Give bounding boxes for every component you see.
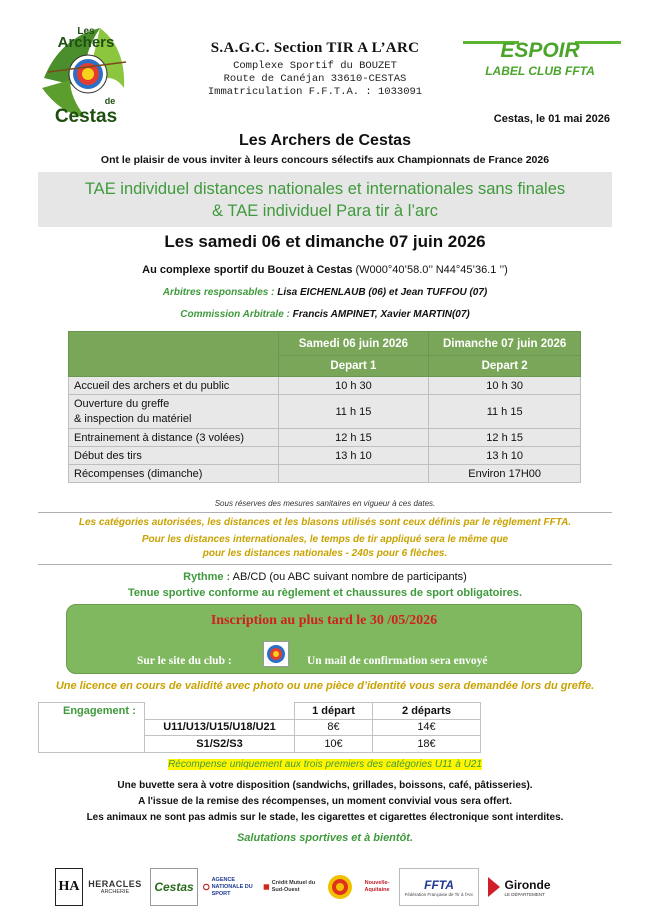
- venue-line: [0, 264, 650, 276]
- fees-row: [39, 719, 481, 736]
- schedule-row-day2: 10 h 30: [429, 377, 581, 395]
- organisation-name: S.A.G.C. Section TIR A L’ARC: [210, 40, 420, 56]
- cestas-logo-text: Cestas: [154, 880, 194, 894]
- referees-label: Arbitres responsables :: [162, 287, 275, 298]
- schedule-row: [69, 377, 581, 395]
- ha-logo: [55, 868, 83, 906]
- fees-one-depart: 10€: [295, 736, 373, 753]
- sanitary-note: Sous réserves des mesures sanitaires en vigueur à ces dates.: [214, 499, 436, 508]
- archers-de-cestas-logo: [40, 18, 132, 130]
- club-site-label: Sur le site du club :: [137, 655, 232, 667]
- banner-line-1: TAE individuel distances nationales et internationales sans finales: [84, 180, 566, 198]
- categories-line-3: pour les distances nationales - 240s pour 6 flèches.: [202, 548, 448, 559]
- reward-note: [0, 759, 650, 770]
- gironde-logo: [483, 868, 555, 906]
- schedule-depart1: Depart 1: [278, 356, 429, 377]
- fees-header-row: [39, 703, 481, 720]
- espoir-text: ESPOIR: [500, 39, 580, 62]
- credit-mutuel-logo: [263, 868, 321, 906]
- nouvelle-aquitaine-logo: [359, 868, 395, 906]
- fees-two-departs: 14€: [373, 719, 481, 736]
- target-icon: [327, 874, 353, 900]
- schedule-row: [69, 447, 581, 465]
- rythme-label: Rythme :: [183, 571, 231, 583]
- schedule-row: [69, 465, 581, 483]
- schedule-row-label-line2: & inspection du matériel: [74, 412, 192, 425]
- schedule-row-label-line1: Ouverture du greffe: [74, 397, 170, 410]
- label-club-ffta-text: LABEL CLUB FFTA: [485, 64, 595, 78]
- licence-requirement: Une licence en cours de validité avec photo ou une pièce d’identité vous sera demandée lors du greffe.: [55, 680, 595, 692]
- buvette-block: [0, 778, 650, 826]
- credit-mutuel-text: Crédit Mutuel du Sud-Ouest: [271, 880, 316, 893]
- fees-label: Engagement :: [39, 703, 145, 720]
- inscription-deadline: Inscription au plus tard le 30 /05/2026: [210, 613, 438, 628]
- schedule-depart2: Depart 2: [429, 356, 581, 377]
- nouvelle-aquitaine-text: Nouvelle-Aquitaine: [364, 880, 390, 893]
- organisation-address-1: Complexe Sportif du BOUZET: [233, 60, 397, 72]
- gironde-text: Gironde: [504, 877, 551, 892]
- schedule-row-day2: 12 h 15: [429, 429, 581, 447]
- logo-text-archers: Archers: [57, 34, 115, 51]
- commission-names: Francis AMPINET, Xavier MARTIN(07): [292, 309, 470, 320]
- referees-names: Lisa EICHENLAUB (06) et Jean TUFFOU (07): [277, 287, 488, 298]
- organisation-address-2: Route de Canéjan 33610-CESTAS: [223, 73, 407, 85]
- fees-two-departs: 18€: [373, 736, 481, 753]
- referees-line: [0, 287, 650, 298]
- fees-category: U11/U13/U15/U18/U21: [145, 719, 295, 736]
- schedule-row-day1: 11 h 15: [278, 395, 429, 429]
- logo-text-cestas: Cestas: [54, 106, 118, 127]
- schedule-row-label: Récompenses (dimanche): [69, 465, 279, 483]
- venue-gps: (W000°40’58.0’’ N44°45’36.1 ’’): [355, 264, 508, 276]
- heracles-logo-sub: ARCHERIE: [100, 889, 130, 895]
- schedule-row: [69, 395, 581, 429]
- cestas-logo: [150, 868, 198, 906]
- logo-text-les: Les: [77, 26, 95, 37]
- invitation-text: Ont le plaisir de vous inviter à leurs concours sélectifs aux Championnats de France 2026: [100, 154, 550, 166]
- ans-logo-text: AGENCE NATIONALE DU SPORT: [211, 876, 253, 897]
- inscription-box: [66, 604, 582, 674]
- event-dates: Les samedi 06 et dimanche 07 juin 2026: [164, 232, 486, 251]
- buvette-line-2: A l'issue de la remise des récompenses, un moment convivial vous sera offert.: [138, 796, 512, 807]
- heracles-logo-text: HERACLES: [88, 879, 142, 889]
- credit-mutuel-icon: [263, 882, 270, 892]
- schedule-row-day1: 13 h 10: [278, 447, 429, 465]
- ha-logo-text: HA: [58, 879, 80, 894]
- categories-box: [38, 512, 612, 565]
- schedule-row-label: [69, 395, 279, 429]
- schedule-row-day1: 10 h 30: [278, 377, 429, 395]
- reward-note-text: Récompense uniquement aux trois premiers des catégories U11 à U21: [168, 759, 482, 770]
- schedule-row-day1: 12 h 15: [278, 429, 429, 447]
- fees-table: [38, 702, 481, 753]
- schedule-day2: Dimanche 07 juin 2026: [429, 332, 581, 356]
- commission-label: Commission Arbitrale :: [180, 309, 290, 320]
- schedule-row: [69, 429, 581, 447]
- club-site-link-icon[interactable]: [263, 641, 289, 667]
- fees-header-two: 2 départs: [373, 703, 481, 720]
- banner-line-2: & TAE individuel Para tir à l’arc: [212, 202, 438, 220]
- schedule-row-label: Début des tirs: [69, 447, 279, 465]
- ffta-logo: [399, 868, 479, 906]
- confirmation-mail-text: Un mail de confirmation sera envoyé: [307, 655, 488, 667]
- organisation-block: [150, 40, 480, 99]
- categories-line-2: Pour les distances internationales, le temps de tir appliqué sera le même que: [141, 534, 509, 545]
- fees-one-depart: 8€: [295, 719, 373, 736]
- schedule-day1: Samedi 06 juin 2026: [278, 332, 429, 356]
- dress-code: Tenue sportive conforme au règlement et chaussures de sport obligatoires.: [127, 587, 523, 599]
- buvette-line-1: Une buvette sera à votre disposition (sandwichs, grillades, boissons, café, pâtisseries).: [117, 780, 533, 791]
- ans-icon: [203, 881, 210, 893]
- gironde-sub-text: LE DÉPARTEMENT: [504, 891, 545, 897]
- gironde-icon: [487, 876, 501, 898]
- schedule-header-row: [69, 332, 581, 356]
- sponsors-strip: [55, 868, 555, 906]
- logo-text-de: de: [104, 96, 116, 106]
- competition-banner: [38, 172, 612, 227]
- agence-sport-logo: [203, 868, 259, 906]
- ffta-text: FFTA: [424, 877, 454, 892]
- rythme-line: [0, 571, 650, 583]
- schedule-row-day2: 11 h 15: [429, 395, 581, 429]
- fees-category: S1/S2/S3: [145, 736, 295, 753]
- schedule-row-day1: [278, 465, 429, 483]
- fees-header-blank: [145, 703, 295, 720]
- fees-blank-cell: [39, 719, 145, 752]
- rythme-text: AB/CD (ou ABC suivant nombre de participants): [232, 571, 467, 583]
- espoir-label-logo: [455, 37, 625, 81]
- schedule-row-day2: 13 h 10: [429, 447, 581, 465]
- page-title: Les Archers de Cestas: [239, 132, 411, 149]
- schedule-row-label: Entrainement à distance (3 volées): [69, 429, 279, 447]
- target-sponsor-logo: [325, 868, 355, 906]
- schedule-row-day2: Environ 17H00: [429, 465, 581, 483]
- categories-line-1: Les catégories autorisées, les distances et les blasons utilisés sont ceux définis par le règlement FFTA.: [78, 517, 572, 528]
- schedule-row-label: Accueil des archers et du public: [69, 377, 279, 395]
- fees-header-one: 1 départ: [295, 703, 373, 720]
- organisation-registration: Immatriculation F.F.T.A. : 1033091: [207, 86, 423, 98]
- ffta-sub-text: Fédération Française de Tir à l'Arc: [404, 891, 474, 897]
- schedule-table: [68, 331, 581, 483]
- commission-line: [0, 309, 650, 320]
- heracles-logo: [87, 868, 143, 906]
- letter-date: Cestas, le 01 mai 2026: [493, 113, 610, 125]
- venue-text: Au complexe sportif du Bouzet à Cestas: [142, 264, 353, 276]
- buvette-line-3: Les animaux ne sont pas admis sur le stade, les cigarettes et cigarettes électronique sont interdites.: [86, 812, 564, 823]
- schedule-header-empty: [69, 332, 279, 377]
- closing-salutation: Salutations sportives et à bientôt.: [236, 832, 414, 844]
